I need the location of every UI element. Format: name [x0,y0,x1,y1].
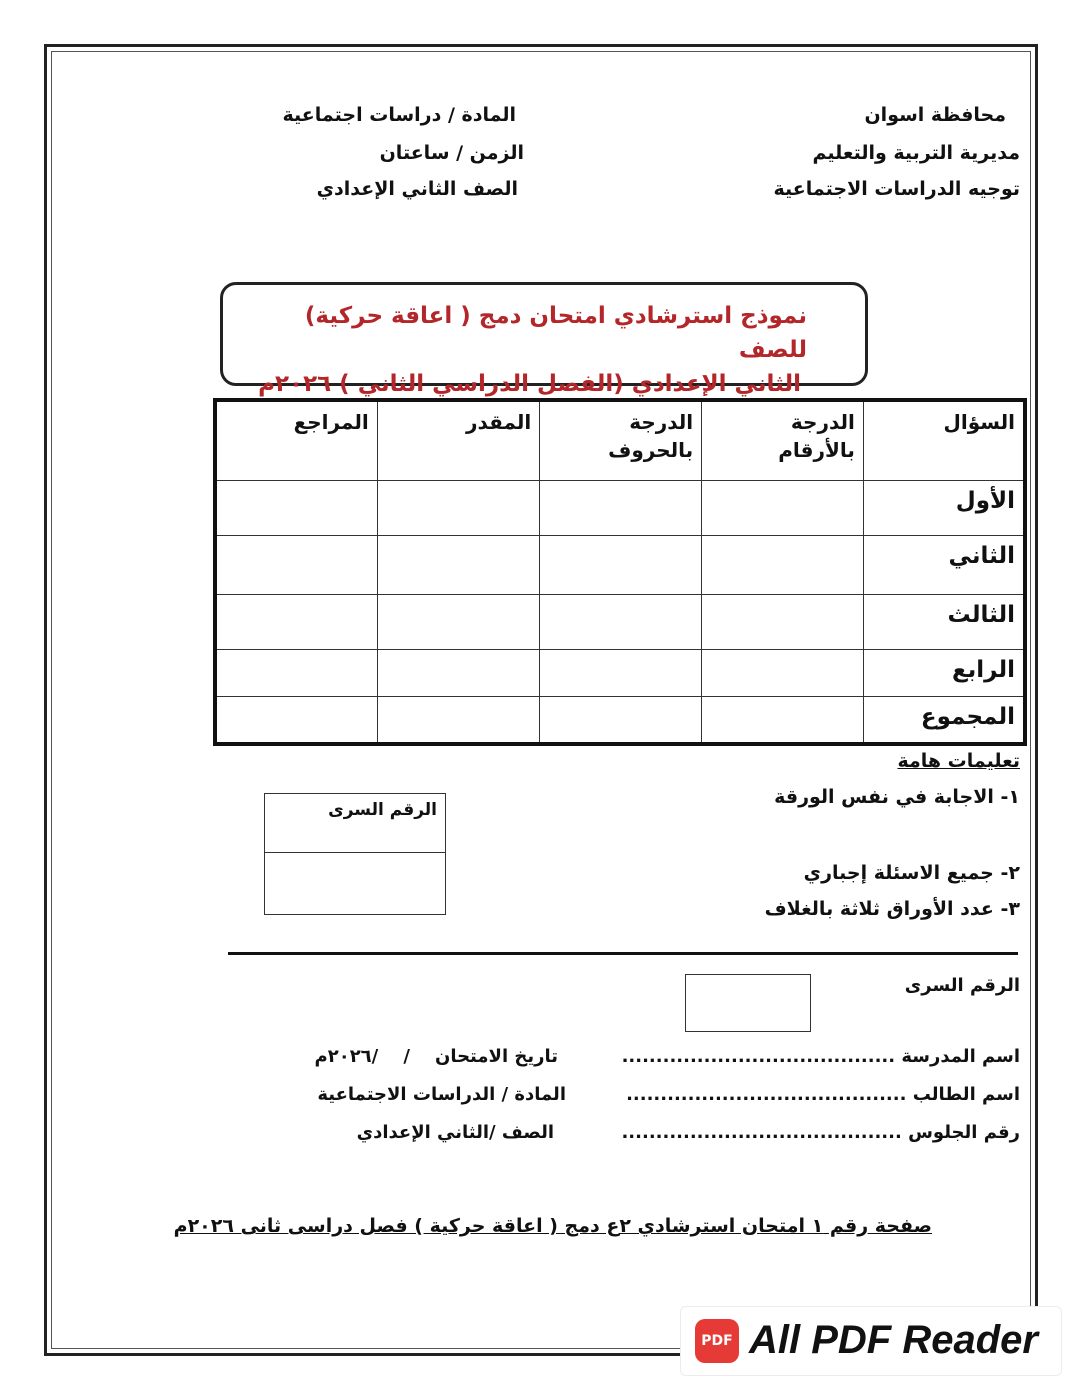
table-row [215,595,1025,650]
header-question: السؤال [863,400,1025,480]
score-words-cell [540,595,702,650]
table-row [215,535,1025,594]
separator-line [228,952,1018,955]
score-words-cell [540,650,702,697]
governorate-label: محافظة اسوان [864,104,1006,126]
exam-title-line-1: نموذج استرشادي امتحان دمج ( اعاقة حركية) للصف [304,303,807,363]
grader-cell [377,595,540,650]
exam-date-field: تاريخ الامتحان / /٢٠٢٦م [314,1046,558,1067]
score-digits-cell [702,697,864,744]
form-grade-label: الصف /الثاني الإعدادي [356,1122,554,1143]
instruction-item-2: ٢- جميع الاسئلة إجباري [803,862,1020,884]
row-label: الثاني [863,535,1025,594]
header-score-words: الدرجة بالحروف [540,400,702,480]
grader-cell [377,697,540,744]
grader-cell [377,535,540,594]
reviewer-cell [215,595,377,650]
table-row [215,697,1025,744]
score-words-cell [540,535,702,594]
pdf-reader-watermark [680,1306,1062,1376]
subject-label: المادة / دراسات اجتماعية [282,104,516,126]
grader-cell [377,650,540,697]
table-row [215,650,1025,697]
row-label: الثالث [863,595,1025,650]
reviewer-cell [215,480,377,535]
page-footer: صفحة رقم ١ امتحان استرشادي ٢ع دمج ( اعاقة حركية ) فصل دراسى ثانى ٢٠٢٦م [173,1215,932,1237]
student-secret-number-label: الرقم السرى [904,975,1020,996]
score-digits-cell [702,650,864,697]
score-digits-cell [702,595,864,650]
header-reviewer: المراجع [215,400,377,480]
grade-label: الصف الثاني الإعدادي [316,178,518,200]
grader-cell [377,480,540,535]
reviewer-cell [215,535,377,594]
score-words-cell [540,697,702,744]
instruction-item-1: ١- الاجابة في نفس الورقة [774,786,1020,808]
table-header-row [215,400,1025,480]
score-words-cell [540,480,702,535]
secret-number-box [264,793,446,915]
score-digits-cell [702,480,864,535]
row-label-total: المجموع [863,697,1025,744]
time-label: الزمن / ساعتان [379,142,524,164]
pdf-icon: PDF [695,1319,739,1363]
exam-title-box [220,282,868,397]
seat-number-field[interactable]: رقم الجلوس ......................................... [621,1122,1020,1143]
school-name-field[interactable]: اسم المدرسة ........................................ [621,1046,1020,1067]
watermark-text: All PDF Reader [749,1318,1038,1362]
reviewer-cell [215,697,377,744]
form-subject-label: المادة / الدراسات الاجتماعية [317,1084,566,1105]
row-label: الأول [863,480,1025,535]
directorate-label: مديرية التربية والتعليم [812,142,1020,164]
grades-table [213,398,1027,746]
instructions-title: تعليمات هامة [897,750,1020,772]
instruction-item-3: ٣- عدد الأوراق ثلاثة بالغلاف [764,898,1020,920]
student-name-field[interactable]: اسم الطالب ......................................... [626,1084,1020,1105]
header-score-digits: الدرجة بالأرقام [702,400,864,480]
supervision-label: توجيه الدراسات الاجتماعية [773,178,1020,200]
table-row [215,480,1025,535]
score-digits-cell [702,535,864,594]
exam-title-line-2: الثاني الإعدادي (الفصل الدراسي الثاني ) ٢٠٢٦م [258,371,801,397]
secret-number-label: الرقم السرى [328,800,437,820]
student-secret-number-box[interactable] [685,974,811,1032]
reviewer-cell [215,650,377,697]
header-grader: المقدر [377,400,540,480]
row-label: الرابع [863,650,1025,697]
